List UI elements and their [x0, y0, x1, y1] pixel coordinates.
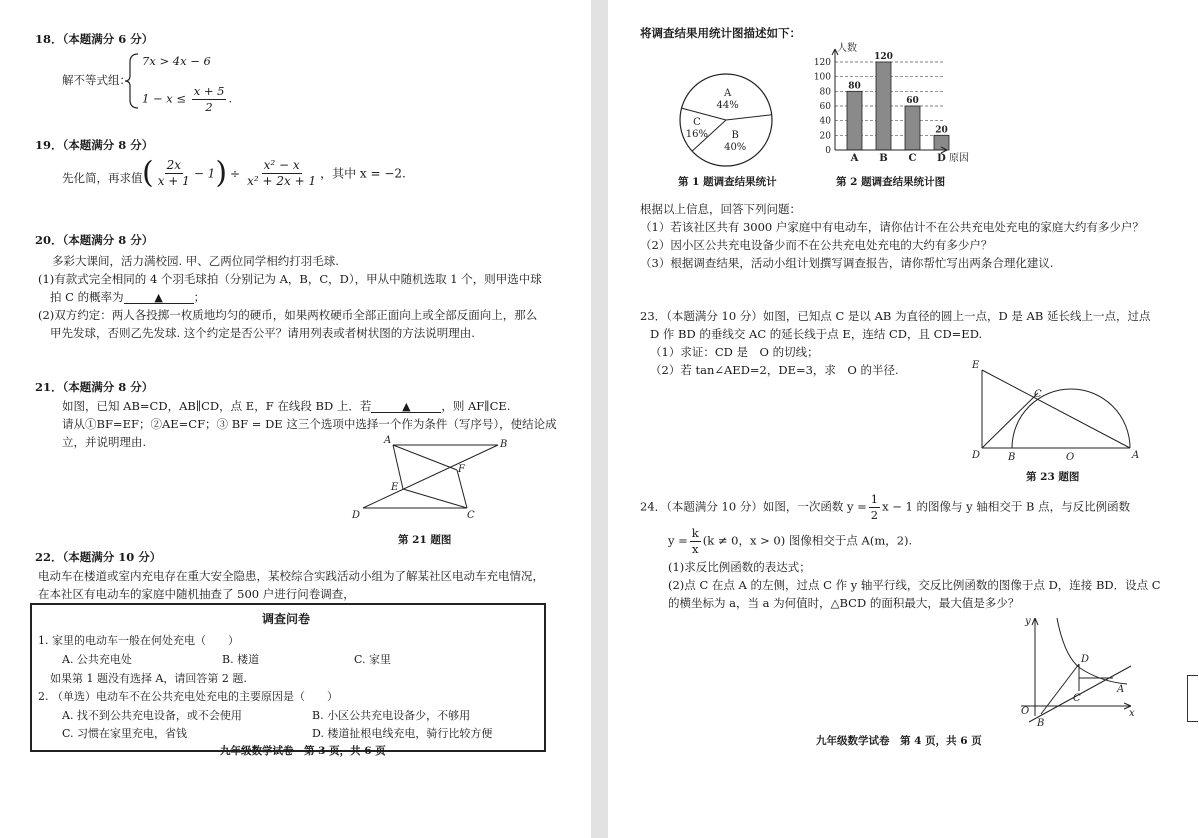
bar-chart — [793, 40, 983, 170]
pie-percent-A: 44% — [716, 100, 739, 112]
q21-label-f: F — [458, 464, 465, 475]
survey-q2-option-c: C. 习惯在家里充电，省钱 — [62, 727, 188, 740]
q23-sub-2: （2）若 tan∠AED=2，DE=3，求 O 的半径. — [650, 363, 899, 377]
q22-sub-3: （3）根据调查结果，活动小组计划撰写调查报告，请你帮忙写出两条合理化建议. — [640, 256, 1054, 270]
q21-header — [35, 379, 153, 395]
q24-sub-1: (1)求反比例函数的表达式； — [668, 560, 811, 574]
bar-value-label-B: 120 — [874, 52, 893, 62]
q20-number: 20． — [35, 233, 63, 247]
q24-label-d: D — [1081, 654, 1090, 665]
q24-k-fraction: $\frac{k}{x}$ — [691, 526, 699, 556]
q20-line-3: 拍 C 的概率为 ▲ ； — [50, 290, 206, 304]
bar-B — [876, 62, 891, 150]
q22-sub-2: （2）因小区公共充电设备少而不在公共充电处充电的大约有多少户？ — [640, 238, 993, 252]
q21-line-3: 立，并说明理由. — [62, 435, 147, 449]
bar-y-tick-40: 40 — [819, 116, 831, 127]
survey-q1-note: 如果第 1 题没有选择 A，请回答第 2 题. — [50, 672, 247, 685]
q21-label-e: E — [391, 482, 399, 493]
pie-percent-B: 40% — [724, 142, 747, 153]
survey-q1-option-b: B. 楼道 — [222, 653, 260, 666]
q23-figure — [968, 356, 1148, 464]
q20-score: （本题满分 8 分） — [62, 233, 154, 247]
q18-inequality-2: 1 − x ≤ $\frac{x + 5}{2}$ . — [142, 84, 233, 114]
q18-inequality-1: 7x > 4x − 6 — [142, 54, 211, 68]
q20-header — [35, 232, 153, 248]
pie-label-B: B — [731, 130, 739, 141]
exam-page-3 — [0, 0, 591, 838]
q21-caption: 第 21 题图 — [398, 534, 452, 546]
q20-answer-blank[interactable]: ▲ — [124, 289, 194, 304]
q23-label-o: O — [1066, 452, 1075, 463]
q23-label-b: B — [1008, 452, 1016, 463]
q23-segment-ea — [982, 370, 1130, 448]
q21-answer-blank[interactable]: ▲ — [371, 398, 441, 413]
q23-segment-dc — [982, 393, 1038, 448]
page-gutter — [591, 0, 608, 838]
q21-segment-ec — [403, 489, 467, 508]
questions-intro: 根据以上信息，回答下列问题： — [640, 202, 801, 216]
bar-caption: 第 2 题调查结果统计图 — [836, 176, 946, 188]
q18-fraction: $\frac{x + 5}{2}$ — [193, 84, 225, 114]
q24-sub-2: (2)点 C 在点 A 的左侧，过点 C 作 y 轴平行线，交反比例函数的图像于点 D，连接 BD．设点 C — [668, 578, 1161, 592]
q19-prompt: 先化简，再求值 — [62, 171, 143, 185]
q19-header — [35, 137, 153, 153]
q24-line-2: y = $\frac{k}{x}$ (k ≠ 0，x > 0) 图像相交于点 A(m，2). — [668, 526, 913, 556]
footer-right: 九年级数学试卷 第 4 页，共 6 页 — [816, 735, 982, 747]
q18-prompt: 解不等式组： — [62, 73, 131, 87]
bar-category-C: C — [908, 153, 917, 164]
bar-category-D: D — [937, 153, 946, 164]
q21-segment-db — [363, 445, 498, 508]
pie-label-C: C — [693, 117, 701, 129]
q23-caption: 第 23 题图 — [1026, 471, 1080, 483]
q24-label-x: x — [1129, 708, 1135, 719]
q23-sub-1: （1）求证：CD 是 O 的切线； — [650, 345, 819, 359]
q21-label-b: B — [500, 439, 508, 450]
survey-q2-option-d: D. 楼道扯根电线充电，骑行比较方便 — [312, 727, 493, 740]
pie-chart — [678, 70, 788, 170]
q24-label-a: A — [1117, 684, 1125, 695]
q19-fraction-1: $\frac{2x}{x + 1}$ — [157, 158, 190, 188]
q24-label-b: B — [1037, 718, 1045, 729]
q22-score: （本题满分 10 分） — [62, 550, 162, 564]
q23-line-1: 23．（本题满分 10 分）如图，已知点 C 是以 AB 为直径的圆上一点，D 是 AB 延长线上一点，过点 — [640, 309, 1151, 323]
bar-category-A: A — [850, 153, 859, 164]
footer-left: 九年级数学试卷 第 3 页，共 6 页 — [220, 745, 386, 757]
bar-value-label-D: 20 — [935, 125, 948, 136]
q21-line-1: 如图，已知 AB=CD，AB∥CD，点 E，F 在线段 BD 上．若 ▲ ，则 AF∥CE. — [62, 399, 511, 413]
bar-y-tick-60: 60 — [819, 102, 831, 112]
q21-label-a: A — [384, 435, 392, 446]
q21-label-d: D — [352, 510, 361, 521]
q23-label-e: E — [972, 360, 980, 371]
q24-sub-3: 的横坐标为 a，当 a 为何值时，△BCD 的面积最大，最大值是多少？ — [668, 596, 1020, 610]
q21-segment-af — [393, 445, 457, 470]
bar-y-tick-0: 0 — [825, 146, 831, 156]
bar-value-label-C: 60 — [906, 96, 919, 106]
q20-line-4: (2)双方约定：两人各投掷一枚质地均匀的硬币，如果两枚硬币全部正面向上或全部反面向上，那么 — [38, 308, 538, 322]
bar-y-tick-120: 120 — [813, 58, 831, 68]
q20-line-2: (1)有款式完全相同的 4 个羽毛球拍（分别记为 A，B，C，D），甲从中随机选取 1 个，则甲选中球 — [38, 272, 542, 286]
pie-label-A: A — [723, 88, 732, 100]
q19-score: （本题满分 8 分） — [62, 138, 154, 152]
q18-number: 18． — [35, 32, 63, 46]
q22-line-2: 在本社区有电动车的家庭中随机抽查了 500 户进行问卷调查， — [38, 587, 355, 601]
q24-slope-fraction: $\frac{1}{2}$ — [870, 492, 879, 522]
q24-label-o: O — [1021, 706, 1030, 717]
q23-label-a: A — [1132, 450, 1140, 461]
bar-y-axis-label: 人数 — [837, 43, 857, 54]
q23-line-2: D 作 BD 的垂线交 AC 的延长线于点 E，连结 CD，且 CD=ED. — [650, 327, 983, 341]
q19-expression: ( $\frac{2x}{x + 1}$ − 1) ÷ $\frac{\text{x² − x}}{\text{x² + 2x + 1}}$ ，其中 x = −2. — [142, 155, 406, 191]
survey-box — [30, 603, 546, 752]
exam-page-4 — [608, 0, 1199, 838]
q18-brace — [124, 52, 144, 110]
page-edge-mark — [1187, 675, 1198, 722]
q22-sub-1: （1）若该社区共有 3000 户家庭中有电动车，请你估计不在公共充电处充电的家庭大约有多少户？ — [640, 220, 1144, 234]
survey-q2-option-b: B. 小区公共充电设备少，不够用 — [312, 709, 471, 722]
q22-header — [35, 549, 161, 565]
q21-number: 21． — [35, 380, 63, 394]
q24-label-c: C — [1073, 693, 1081, 704]
q20-line-5: 甲先发球，否则乙先发球. 这个约定是否公平？请用列表或者树状图的方法说明理由. — [50, 326, 475, 340]
bar-value-label-A: 80 — [848, 81, 861, 92]
bar-y-tick-80: 80 — [819, 87, 831, 98]
pie-slice-boundary-B — [726, 115, 772, 120]
bar-C — [905, 106, 920, 150]
survey-q1-option-c: C. 家里 — [354, 653, 392, 666]
survey-q2: 2. （单选）电动车不在公共充电处充电的主要原因是（ ） — [38, 690, 338, 703]
q19-number: 19． — [35, 138, 63, 152]
bar-category-B: B — [879, 153, 888, 164]
q24-line-1: 24．（本题满分 10 分）如图，一次函数 y = $\frac{1}{2}$ x − 1 的图像与 y 轴相交于 B 点，与反比例函数 — [640, 492, 1131, 522]
q23-label-d: D — [972, 450, 981, 461]
bar-y-tick-20: 20 — [819, 131, 831, 142]
q21-segment-fc — [457, 470, 467, 508]
q22-number: 22． — [35, 550, 63, 564]
q21-score: （本题满分 8 分） — [62, 380, 154, 394]
pie-caption: 第 1 题调查结果统计 — [678, 176, 777, 188]
q23-label-c: C — [1034, 389, 1042, 400]
q19-fraction-2: $\frac{\text{x² − x}}{\text{x² + 2x + 1}}$ — [247, 158, 317, 188]
survey-q2-option-a: A. 找不到公共充电设备，或不会使用 — [62, 709, 242, 722]
q20-line-1: 多彩大课间，活力满校园. 甲、乙两位同学相约打羽毛球. — [52, 254, 339, 268]
q21-label-c: C — [467, 510, 475, 521]
q21-line-2: 请从①BF=EF；②AE=CF；③ BF = DE 这三个选项中选择一个作为条件（写序号），使结论成 — [62, 417, 557, 431]
q18-score: （本题满分 6 分） — [62, 32, 154, 46]
q21-figure — [340, 432, 520, 522]
bar-x-axis-label: 原因 — [949, 153, 969, 164]
chart-intro: 将调查结果用统计图描述如下： — [640, 26, 801, 40]
survey-q1-option-a: A. 公共充电处 — [62, 653, 132, 666]
survey-title: 调查问卷 — [262, 612, 311, 626]
q24-figure — [1013, 612, 1143, 732]
survey-q1: 1. 家里的电动车一般在何处充电（ ） — [38, 634, 239, 647]
bar-y-tick-100: 100 — [813, 72, 831, 83]
q24-label-y: y — [1025, 616, 1031, 627]
bar-A — [847, 91, 862, 150]
pie-percent-C: 16% — [685, 129, 709, 141]
q18-header — [35, 31, 153, 47]
q22-line-1: 电动车在楼道或室内充电存在重大安全隐患，某校综合实践活动小组为了解某社区电动车充电情况， — [38, 569, 544, 583]
